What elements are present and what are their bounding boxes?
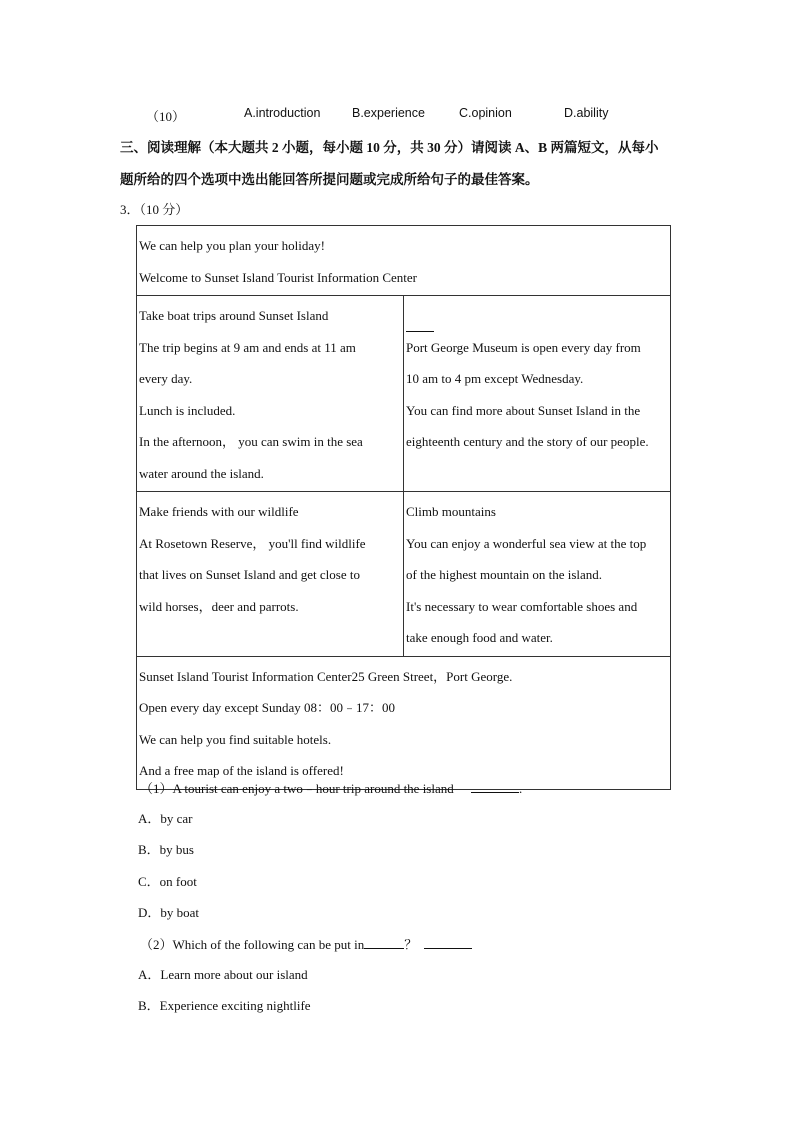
option-b: B.experience [352,106,425,120]
footer-line: Sunset Island Tourist Information Center25 Green Street，Port George. [139,668,513,684]
boat-trip-line: water around the island. [139,465,264,481]
sub-question-2-text: （2）Which of the following can be put in [140,937,365,952]
notice-footer-row [137,656,671,789]
sub-question-2-mark: ？ [404,937,418,952]
blank-underline [406,313,434,332]
sub-question-2-option-b[interactable]: B．Experience exciting nightlife [138,998,311,1013]
section-heading-line2: 题所给的四个选项中选出能回答所提问题或完成所给句子的最佳答案。 [120,172,539,187]
wildlife-line: At Rosetown Reserve， you'll find wildlife [139,535,366,551]
option-a: A.introduction [244,106,321,120]
museum-title-blank [406,300,668,332]
section-heading-line1: 三、阅读理解（本大题共 2 小题，每小题 10 分，共 30 分）请阅读 A、B 两篇短文，从每小 [120,140,659,155]
boat-trip-line: every day. [139,371,193,386]
museum-cell [404,296,671,492]
boat-trip-line: The trip begins at 9 am and ends at 11 am [139,339,356,355]
answer-blank[interactable] [471,780,519,793]
wildlife-line: wild horses，deer and parrots. [139,598,299,614]
option-d: D.ability [564,106,609,120]
museum-line: 10 am to 4 pm except Wednesday. [406,371,584,386]
sub-question-1-option-b[interactable]: B．by bus [138,842,194,857]
mountains-line: You can enjoy a wonderful sea view at the top [406,535,647,551]
mountains-line: take enough food and water. [406,630,553,645]
footer-line: And a free map of the island is offered! [139,763,344,778]
sub-question-1-option-a[interactable]: A．by car [138,811,193,826]
boat-trip-title: Take boat trips around Sunset Island [139,308,329,323]
boat-trip-cell [137,296,404,492]
footer-line: We can help you find suitable hotels. [139,731,332,747]
question-label: 3．（10 分） [120,202,189,217]
museum-line: You can find more about Sunset Island in the [406,402,641,418]
notice-table [136,225,671,790]
wildlife-line: that lives on Sunset Island and get close to [139,567,360,582]
sub-question-1-text: （1）A tourist can enjoy a two﹣hour trip around the island [140,781,454,796]
notice-header-row [137,226,671,296]
museum-line: Port George Museum is open every day from [406,339,641,355]
mountains-cell [404,492,671,657]
sub-question-2-stem [140,936,472,953]
notice-header [137,226,671,296]
notice-header-line: We can help you plan your holiday! [139,238,325,253]
prev-question-number: （10） [146,109,186,124]
wildlife-title: Make friends with our wildlife [139,504,299,519]
wildlife-cell [137,492,404,657]
blank-reference [364,936,404,949]
sub-question-1-option-d[interactable]: D．by boat [138,905,200,920]
answer-blank[interactable] [424,936,472,949]
notice-row-2 [137,492,671,657]
boat-trip-line: In the afternoon， you can swim in the sea [139,434,363,449]
mountains-title: Climb mountains [406,504,496,519]
mountains-line: of the highest mountain on the island. [406,567,603,582]
museum-line: eighteenth century and the story of our people. [406,434,649,449]
boat-trip-line: Lunch is included. [139,402,236,418]
sub-question-1-option-c[interactable]: C．on foot [138,874,197,889]
notice-row-1 [137,296,671,492]
notice-footer [137,656,671,789]
sub-question-1-end: . [519,781,523,796]
footer-line: Open every day except Sunday 08：00﹣17：00 [139,700,395,715]
notice-header-line: Welcome to Sunset Island Tourist Information Center [139,269,417,285]
mountains-line: It's necessary to wear comfortable shoes and [406,598,638,614]
sub-question-2-option-a[interactable]: A．Learn more about our island [138,967,308,982]
option-c: C.opinion [459,106,512,120]
sub-question-1-stem [140,780,522,797]
